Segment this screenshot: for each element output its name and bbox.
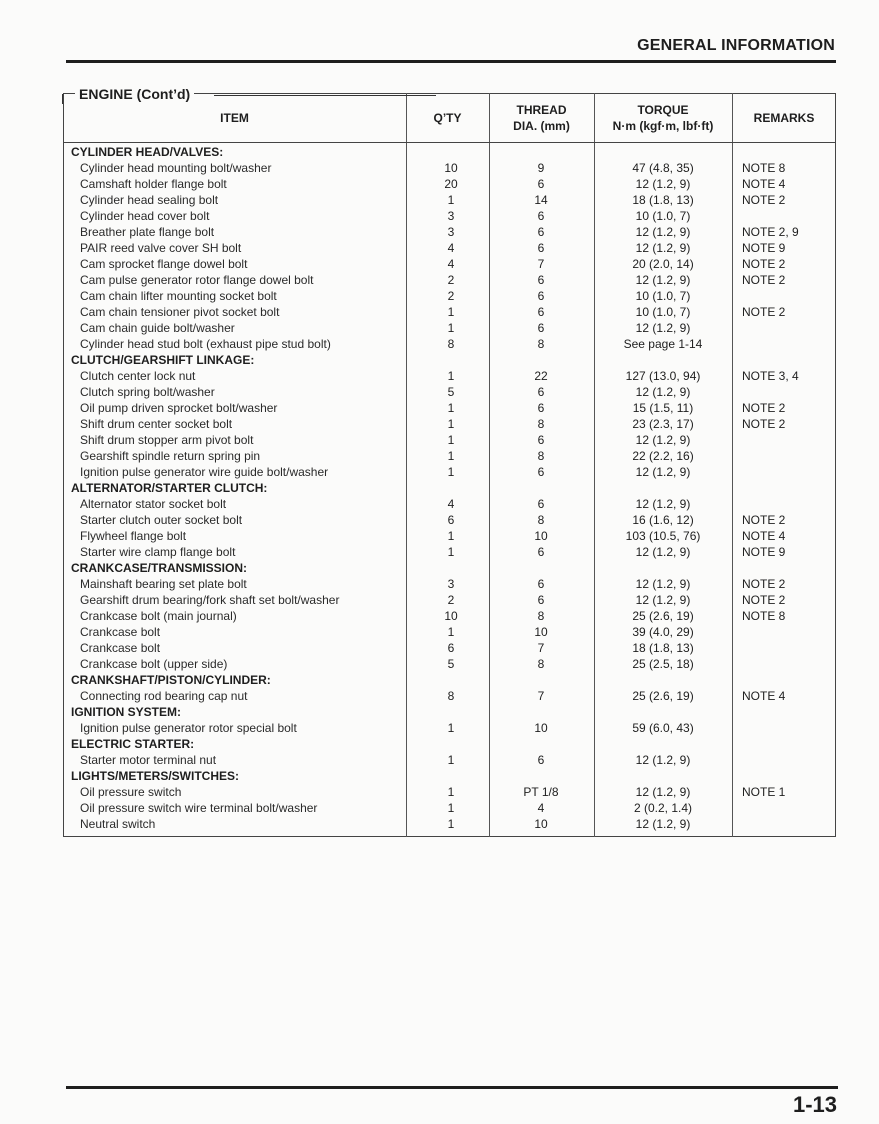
- category-label: ALTERNATOR/STARTER CLUTCH:: [71, 481, 268, 495]
- torque-cell: 25 (2.6, 19): [632, 609, 694, 623]
- qty-cell: 1: [447, 433, 455, 447]
- item-cell: Flywheel flange bolt: [80, 529, 187, 543]
- table-row: [0, 192, 879, 208]
- item-cell: Starter clutch outer socket bolt: [80, 513, 243, 527]
- category-label: CLUTCH/GEARSHIFT LINKAGE:: [71, 353, 255, 367]
- thread-cell: 9: [537, 161, 545, 175]
- table-row: [0, 544, 879, 560]
- table-row: [0, 464, 879, 480]
- qty-cell: 1: [447, 401, 455, 415]
- thread-cell: 6: [537, 289, 545, 303]
- qty-cell: 20: [444, 177, 458, 191]
- item-cell: Crankcase bolt: [80, 625, 161, 639]
- thread-cell: 7: [537, 689, 545, 703]
- table-row: [0, 368, 879, 384]
- qty-cell: 5: [447, 657, 455, 671]
- remarks-cell: NOTE 9: [742, 241, 786, 255]
- thread-cell: 8: [537, 513, 545, 527]
- item-cell: Connecting rod bearing cap nut: [80, 689, 248, 703]
- torque-cell: 2 (0.2, 1.4): [633, 801, 693, 815]
- thread-cell: 10: [534, 529, 548, 543]
- thread-cell: 6: [537, 305, 545, 319]
- remarks-cell: NOTE 2: [742, 417, 786, 431]
- item-cell: Oil pressure switch: [80, 785, 182, 799]
- thread-cell: 6: [537, 177, 545, 191]
- qty-cell: 5: [447, 385, 455, 399]
- qty-cell: 8: [447, 689, 455, 703]
- qty-cell: 1: [447, 721, 455, 735]
- item-cell: Shift drum stopper arm pivot bolt: [80, 433, 254, 447]
- page-number: 1-13: [792, 1092, 837, 1117]
- remarks-cell: NOTE 4: [742, 689, 786, 703]
- torque-cell: 10 (1.0, 7): [635, 305, 691, 319]
- footer-rule: [66, 1086, 838, 1089]
- column-header-remarks: REMARKS: [753, 111, 815, 125]
- item-cell: Cylinder head mounting bolt/washer: [80, 161, 272, 175]
- remarks-cell: NOTE 2: [742, 577, 786, 591]
- item-cell: Cylinder head sealing bolt: [80, 193, 219, 207]
- torque-cell: 12 (1.2, 9): [635, 385, 691, 399]
- table-row: [0, 576, 879, 592]
- qty-cell: 1: [447, 193, 455, 207]
- torque-cell: 12 (1.2, 9): [635, 433, 691, 447]
- item-cell: Cam chain tensioner pivot socket bolt: [80, 305, 280, 319]
- category-label: IGNITION SYSTEM:: [71, 705, 182, 719]
- item-cell: PAIR reed valve cover SH bolt: [80, 241, 242, 255]
- torque-cell: 18 (1.8, 13): [632, 193, 694, 207]
- item-cell: Crankcase bolt (upper side): [80, 657, 228, 671]
- torque-cell: 127 (13.0, 94): [625, 369, 701, 383]
- item-cell: Clutch center lock nut: [80, 369, 196, 383]
- item-cell: Ignition pulse generator wire guide bolt/washer: [80, 465, 329, 479]
- qty-cell: 1: [447, 625, 455, 639]
- torque-cell: 20 (2.0, 14): [632, 257, 694, 271]
- column-header-thread: THREAD DIA. (mm): [513, 103, 570, 133]
- qty-cell: 1: [447, 545, 455, 559]
- torque-cell: 12 (1.2, 9): [635, 545, 691, 559]
- qty-cell: 4: [447, 241, 455, 255]
- table-row: [0, 336, 879, 352]
- category-row: [0, 480, 879, 496]
- remarks-cell: NOTE 4: [742, 529, 786, 543]
- table-row: [0, 640, 879, 656]
- qty-cell: 1: [447, 817, 455, 831]
- category-label: CRANKCASE/TRANSMISSION:: [71, 561, 248, 575]
- category-row: [0, 352, 879, 368]
- remarks-cell: NOTE 4: [742, 177, 786, 191]
- torque-cell: 12 (1.2, 9): [635, 593, 691, 607]
- item-cell: Starter wire clamp flange bolt: [80, 545, 236, 559]
- thread-cell: 10: [534, 817, 548, 831]
- torque-cell: 18 (1.8, 13): [632, 641, 694, 655]
- remarks-cell: NOTE 8: [742, 609, 786, 623]
- qty-cell: 3: [447, 209, 455, 223]
- item-cell: Gearshift drum bearing/fork shaft set bolt/washer: [80, 593, 340, 607]
- column-header-qty: Q’TY: [433, 111, 462, 125]
- thread-cell: 10: [534, 721, 548, 735]
- table-row: [0, 320, 879, 336]
- torque-cell: 22 (2.2, 16): [632, 449, 694, 463]
- item-cell: Crankcase bolt: [80, 641, 161, 655]
- item-cell: Shift drum center socket bolt: [80, 417, 233, 431]
- table-row: [0, 608, 879, 624]
- remarks-cell: NOTE 2: [742, 273, 786, 287]
- qty-cell: 2: [447, 289, 455, 303]
- qty-cell: 2: [447, 593, 455, 607]
- thread-cell: 10: [534, 625, 548, 639]
- torque-cell: 12 (1.2, 9): [635, 817, 691, 831]
- remarks-cell: NOTE 2: [742, 257, 786, 271]
- thread-cell: 6: [537, 593, 545, 607]
- section-title: ENGINE (Cont’d): [75, 86, 194, 102]
- qty-cell: 6: [447, 513, 455, 527]
- table-row: [0, 416, 879, 432]
- table-row: [0, 384, 879, 400]
- column-header-item: ITEM: [220, 111, 249, 125]
- torque-cell: 47 (4.8, 35): [632, 161, 694, 175]
- table-row: [0, 496, 879, 512]
- table-row: [0, 400, 879, 416]
- category-row: [0, 704, 879, 720]
- table-row: [0, 432, 879, 448]
- torque-cell: 10 (1.0, 7): [635, 289, 691, 303]
- column-header-torque: TORQUE N·m (kgf·m, lbf·ft): [612, 103, 714, 133]
- table-row: [0, 528, 879, 544]
- thread-cell: 6: [537, 321, 545, 335]
- remarks-cell: NOTE 3, 4: [742, 369, 799, 383]
- table-row: [0, 720, 879, 736]
- torque-cell: 10 (1.0, 7): [635, 209, 691, 223]
- torque-cell: 16 (1.6, 12): [632, 513, 694, 527]
- qty-cell: 3: [447, 225, 455, 239]
- torque-cell: 103 (10.5, 76): [625, 529, 701, 543]
- table-row: [0, 288, 879, 304]
- torque-cell: 59 (6.0, 43): [632, 721, 694, 735]
- qty-cell: 1: [447, 369, 455, 383]
- thread-cell: 6: [537, 497, 545, 511]
- table-row: [0, 800, 879, 816]
- remarks-cell: NOTE 8: [742, 161, 786, 175]
- torque-cell: 12 (1.2, 9): [635, 785, 691, 799]
- table-row: [0, 448, 879, 464]
- header-rule: [66, 60, 836, 63]
- thread-cell: 8: [537, 337, 545, 351]
- table-row: [0, 784, 879, 800]
- item-cell: Neutral switch: [80, 817, 156, 831]
- table-row: [0, 240, 879, 256]
- thread-cell: 14: [534, 193, 548, 207]
- thread-cell: 4: [537, 801, 545, 815]
- thread-cell: 8: [537, 609, 545, 623]
- qty-cell: 3: [447, 577, 455, 591]
- item-cell: Cylinder head stud bolt (exhaust pipe stud bolt): [80, 337, 331, 351]
- item-cell: Alternator stator socket bolt: [80, 497, 227, 511]
- category-row: [0, 672, 879, 688]
- qty-cell: 4: [447, 497, 455, 511]
- thread-cell: 8: [537, 449, 545, 463]
- thread-cell: 22: [534, 369, 548, 383]
- item-cell: Cam sprocket flange dowel bolt: [80, 257, 248, 271]
- thread-cell: 6: [537, 225, 545, 239]
- thread-cell: 6: [537, 273, 545, 287]
- thread-cell: 8: [537, 657, 545, 671]
- table-row: [0, 256, 879, 272]
- qty-cell: 1: [447, 465, 455, 479]
- torque-cell: 12 (1.2, 9): [635, 241, 691, 255]
- thread-cell: 7: [537, 641, 545, 655]
- item-cell: Cylinder head cover bolt: [80, 209, 210, 223]
- item-cell: Camshaft holder flange bolt: [80, 177, 227, 191]
- thread-cell: 6: [537, 209, 545, 223]
- remarks-cell: NOTE 2, 9: [742, 225, 799, 239]
- remarks-cell: NOTE 2: [742, 593, 786, 607]
- torque-cell: 15 (1.5, 11): [632, 401, 694, 415]
- item-cell: Oil pressure switch wire terminal bolt/washer: [80, 801, 318, 815]
- torque-cell: 23 (2.3, 17): [632, 417, 694, 431]
- torque-cell: 25 (2.6, 19): [632, 689, 694, 703]
- thread-cell: 6: [537, 433, 545, 447]
- table-row: [0, 624, 879, 640]
- category-label: ELECTRIC STARTER:: [71, 737, 195, 751]
- torque-cell: 12 (1.2, 9): [635, 225, 691, 239]
- qty-cell: 4: [447, 257, 455, 271]
- table-row: [0, 224, 879, 240]
- qty-cell: 10: [444, 161, 458, 175]
- item-cell: Cam pulse generator rotor flange dowel bolt: [80, 273, 314, 287]
- thread-cell: 6: [537, 753, 545, 767]
- table-row: [0, 688, 879, 704]
- remarks-cell: NOTE 2: [742, 305, 786, 319]
- header-divider: [63, 142, 836, 143]
- torque-cell: 39 (4.0, 29): [632, 625, 694, 639]
- torque-cell: 12 (1.2, 9): [635, 177, 691, 191]
- qty-cell: 1: [447, 305, 455, 319]
- category-row: [0, 144, 879, 160]
- category-row: [0, 768, 879, 784]
- table-row: [0, 592, 879, 608]
- qty-cell: 1: [447, 321, 455, 335]
- item-cell: Cam chain lifter mounting socket bolt: [80, 289, 277, 303]
- item-cell: Starter motor terminal nut: [80, 753, 217, 767]
- thread-cell: 6: [537, 385, 545, 399]
- torque-cell: 12 (1.2, 9): [635, 497, 691, 511]
- thread-cell: PT 1/8: [523, 785, 559, 799]
- thread-cell: 6: [537, 577, 545, 591]
- category-row: [0, 736, 879, 752]
- thread-cell: 7: [537, 257, 545, 271]
- torque-cell: 12 (1.2, 9): [635, 273, 691, 287]
- item-cell: Clutch spring bolt/washer: [80, 385, 215, 399]
- remarks-cell: NOTE 1: [742, 785, 786, 799]
- page-header-title: GENERAL INFORMATION: [637, 37, 835, 54]
- table-row: [0, 160, 879, 176]
- thread-cell: 6: [537, 545, 545, 559]
- table-row: [0, 208, 879, 224]
- qty-cell: 1: [447, 529, 455, 543]
- category-label: CRANKSHAFT/PISTON/CYLINDER:: [71, 673, 271, 687]
- torque-cell: 12 (1.2, 9): [635, 577, 691, 591]
- qty-cell: 1: [447, 785, 455, 799]
- thread-cell: 6: [537, 401, 545, 415]
- torque-cell: 12 (1.2, 9): [635, 753, 691, 767]
- item-cell: Ignition pulse generator rotor special bolt: [80, 721, 297, 735]
- qty-cell: 1: [447, 753, 455, 767]
- thread-cell: 6: [537, 465, 545, 479]
- torque-cell: 12 (1.2, 9): [635, 321, 691, 335]
- table-row: [0, 656, 879, 672]
- table-row: [0, 304, 879, 320]
- thread-cell: 8: [537, 417, 545, 431]
- torque-cell: 12 (1.2, 9): [635, 465, 691, 479]
- remarks-cell: NOTE 2: [742, 401, 786, 415]
- table-row: [0, 752, 879, 768]
- category-label: LIGHTS/METERS/SWITCHES:: [71, 769, 239, 783]
- category-row: [0, 560, 879, 576]
- item-cell: Cam chain guide bolt/washer: [80, 321, 235, 335]
- thread-cell: 6: [537, 241, 545, 255]
- table-row: [0, 816, 879, 832]
- category-label: CYLINDER HEAD/VALVES:: [71, 145, 224, 159]
- table-row: [0, 512, 879, 528]
- qty-cell: 10: [444, 609, 458, 623]
- qty-cell: 1: [447, 801, 455, 815]
- qty-cell: 1: [447, 417, 455, 431]
- torque-cell: See page 1-14: [623, 337, 703, 351]
- torque-cell: 25 (2.5, 18): [632, 657, 694, 671]
- item-cell: Breather plate flange bolt: [80, 225, 215, 239]
- qty-cell: 6: [447, 641, 455, 655]
- item-cell: Mainshaft bearing set plate bolt: [80, 577, 247, 591]
- remarks-cell: NOTE 2: [742, 513, 786, 527]
- qty-cell: 2: [447, 273, 455, 287]
- qty-cell: 1: [447, 449, 455, 463]
- item-cell: Gearshift spindle return spring pin: [80, 449, 261, 463]
- item-cell: Oil pump driven sprocket bolt/washer: [80, 401, 278, 415]
- remarks-cell: NOTE 9: [742, 545, 786, 559]
- table-row: [0, 272, 879, 288]
- item-cell: Crankcase bolt (main journal): [80, 609, 237, 623]
- qty-cell: 8: [447, 337, 455, 351]
- table-row: [0, 176, 879, 192]
- remarks-cell: NOTE 2: [742, 193, 786, 207]
